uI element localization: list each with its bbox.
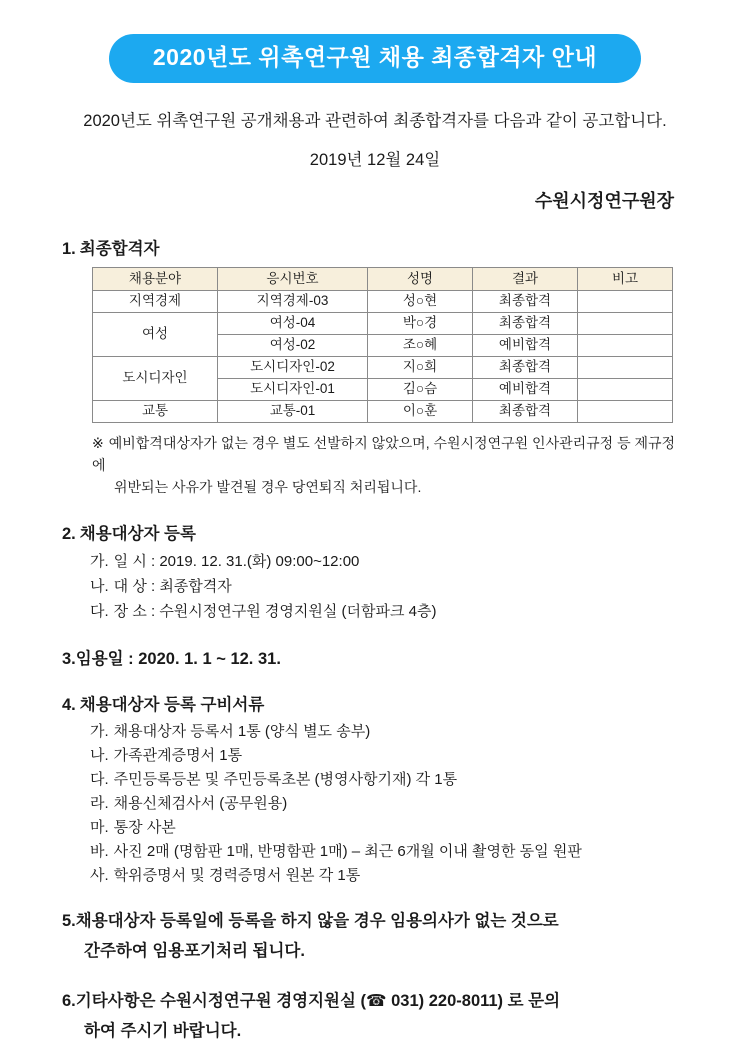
section-6-line1-after: 031) 220-8011) 로 문의 xyxy=(386,992,561,1011)
item-text: 가족관계증명서 1통 xyxy=(113,747,243,765)
cell-exam: 여성-04 xyxy=(218,313,368,335)
table-row xyxy=(93,357,673,379)
section-4-title: 채용대상자 등록 구비서류 xyxy=(79,696,265,715)
section-3-heading xyxy=(62,645,688,669)
column-header-result: 결과 xyxy=(473,268,578,291)
section-5-block xyxy=(62,913,688,959)
table-head xyxy=(93,268,673,291)
cell-note xyxy=(578,335,673,357)
cell-field: 교통 xyxy=(93,401,218,423)
item-marker: 라. xyxy=(90,795,109,813)
section-4-number: 4. xyxy=(62,696,76,715)
cell-result: 최종합격 xyxy=(473,401,578,423)
table-footnote-line2: 위반되는 사유가 발견될 경우 당연퇴직 처리됩니다. xyxy=(114,478,422,495)
cell-exam: 지역경제-03 xyxy=(218,291,368,313)
list-item xyxy=(62,748,688,763)
section-6-line1-wrap xyxy=(62,993,688,1010)
cell-result: 최종합격 xyxy=(473,357,578,379)
cell-note xyxy=(578,313,673,335)
section-6-number: 6. xyxy=(62,992,76,1011)
item-marker: 가. xyxy=(90,723,109,741)
announcement-date: 2019년 12월 24일 xyxy=(309,151,441,170)
cell-name: 조○혜 xyxy=(368,335,473,357)
cell-result: 예비합격 xyxy=(473,379,578,401)
section-4-list xyxy=(62,724,688,883)
section-5-number: 5. xyxy=(62,912,76,931)
section-6-line1-before: 기타사항은 수원시정연구원 경영지원실 ( xyxy=(75,992,366,1011)
cell-name: 지○희 xyxy=(368,357,473,379)
cell-field: 여성 xyxy=(93,313,218,357)
section-2-heading xyxy=(62,520,688,544)
cell-note xyxy=(578,291,673,313)
results-table-container xyxy=(92,267,680,423)
list-item xyxy=(62,772,688,787)
table-body xyxy=(93,291,673,423)
item-text: 학위증명서 및 경력증명서 원본 각 1통 xyxy=(113,867,361,885)
cell-name: 이○훈 xyxy=(368,401,473,423)
item-text: 주민등록등본 및 주민등록초본 (병영사항기재) 각 1통 xyxy=(113,771,458,789)
table-row xyxy=(93,313,673,335)
signer-name: 수원시정연구원장 xyxy=(534,191,674,212)
final-results-table xyxy=(92,267,673,423)
list-item xyxy=(62,554,688,569)
cell-name: 박○경 xyxy=(368,313,473,335)
item-marker: 나. xyxy=(90,578,109,596)
cell-exam: 여성-02 xyxy=(218,335,368,357)
item-marker: 다. xyxy=(90,771,109,789)
list-item xyxy=(62,724,688,739)
cell-exam: 도시디자인-02 xyxy=(218,357,368,379)
item-text: 채용신체검사서 (공무원용) xyxy=(113,795,288,813)
column-header-note: 비고 xyxy=(578,268,673,291)
column-header-name: 성명 xyxy=(368,268,473,291)
cell-result: 예비합격 xyxy=(473,335,578,357)
cell-note xyxy=(578,357,673,379)
section-4-heading xyxy=(62,691,688,715)
cell-name: 성○현 xyxy=(368,291,473,313)
list-item xyxy=(62,579,688,594)
cell-note xyxy=(578,401,673,423)
item-text: 채용대상자 등록서 1통 (양식 별도 송부) xyxy=(113,723,371,741)
document-title-banner: 2020년도 위촉연구원 채용 최종합격자 안내 xyxy=(109,34,641,83)
section-2-number: 2. xyxy=(62,525,76,544)
column-header-exam: 응시번호 xyxy=(218,268,368,291)
section-1-number: 1. xyxy=(62,240,76,259)
section-2-list xyxy=(62,554,688,619)
section-5-line2: 간주하여 임용포기처리 됩니다. xyxy=(84,941,305,960)
section-1-heading xyxy=(62,235,688,259)
section-3-text: 임용일 : 2020. 1. 1 ~ 12. 31. xyxy=(75,650,281,669)
item-text: 일 시 : 2019. 12. 31.(화) 09:00~12:00 xyxy=(113,553,360,571)
table-row xyxy=(93,291,673,313)
column-header-field: 채용분야 xyxy=(93,268,218,291)
list-item xyxy=(62,844,688,859)
cell-result: 최종합격 xyxy=(473,313,578,335)
cell-exam: 도시디자인-01 xyxy=(218,379,368,401)
note-mark-icon: ※ xyxy=(92,435,104,452)
cell-exam: 교통-01 xyxy=(218,401,368,423)
list-item xyxy=(62,820,688,835)
table-footnote xyxy=(92,433,688,498)
cell-note xyxy=(578,379,673,401)
section-6-line2: 하여 주시기 바랍니다. xyxy=(84,1021,242,1040)
section-2-title: 채용대상자 등록 xyxy=(79,525,196,544)
section-3-number: 3. xyxy=(62,650,76,669)
section-6-block xyxy=(62,993,688,1039)
cell-name: 김○슴 xyxy=(368,379,473,401)
cell-field: 지역경제 xyxy=(93,291,218,313)
item-marker: 다. xyxy=(90,603,109,621)
item-marker: 사. xyxy=(90,867,109,885)
table-footnote-line1: 예비합격대상자가 없는 경우 별도 선발하지 않았으며, 수원시정연구원 인사관리규정 등 제규정에 xyxy=(92,435,676,473)
cell-result: 최종합격 xyxy=(473,291,578,313)
cell-field: 도시디자인 xyxy=(93,357,218,401)
item-text: 장 소 : 수원시정연구원 경영지원실 (더함파크 4층) xyxy=(113,603,437,621)
item-marker: 마. xyxy=(90,819,109,837)
table-header-row xyxy=(93,268,673,291)
section-5-line1-wrap xyxy=(62,913,688,930)
item-text: 사진 2매 (명함판 1매, 반명함판 1매) – 최근 6개월 이내 촬영한 동일 원판 xyxy=(113,843,582,861)
item-marker: 나. xyxy=(90,747,109,765)
list-item xyxy=(62,868,688,883)
item-marker: 가. xyxy=(90,553,109,571)
telephone-icon: ☎ xyxy=(365,992,387,1011)
list-item xyxy=(62,796,688,811)
list-item xyxy=(62,604,688,619)
item-text: 통장 사본 xyxy=(113,819,176,837)
intro-paragraph: 2020년도 위촉연구원 공개채용과 관련하여 최종합격자를 다음과 같이 공고합니다. xyxy=(83,112,667,131)
title-banner-container xyxy=(62,0,688,83)
item-marker: 바. xyxy=(90,843,109,861)
section-5-line1: 채용대상자 등록일에 등록을 하지 않을 경우 임용의사가 없는 것으로 xyxy=(75,912,559,931)
table-row xyxy=(93,401,673,423)
section-1-title: 최종합격자 xyxy=(79,240,160,259)
item-text: 대 상 : 최종합격자 xyxy=(113,578,232,596)
